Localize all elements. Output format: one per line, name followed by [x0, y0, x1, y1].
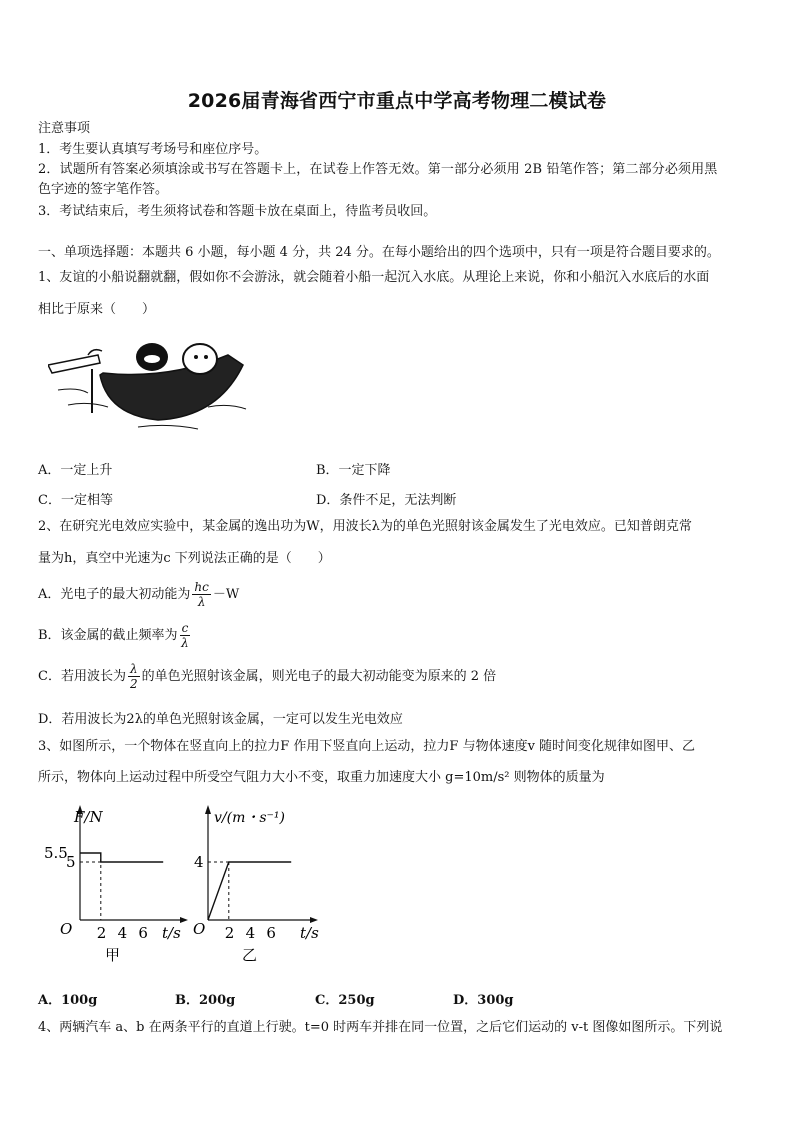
q3-stem-line1: 3、如图所示，一个物体在竖直向上的拉力F 作用下竖直向上运动，拉力F 与物体速度v 随时间变化规律如图甲、乙	[38, 739, 696, 754]
q1-stem-line1: 1、友谊的小船说翻就翻，假如你不会游泳，就会随着小船一起沉入水底。从理论上来说，你和小船沉入水底后的水面	[38, 270, 710, 285]
y-axis-label: v/(m・s⁻¹)	[214, 810, 286, 826]
fraction-denominator: λ	[181, 636, 189, 650]
fraction	[180, 621, 191, 650]
section-heading: 一、单项选择题：本题共 6 小题，每小题 4 分，共 24 分。在每小题给出的四个选项中，只有一项是符合题目要求的。	[38, 245, 720, 260]
boat-illustration	[48, 335, 248, 435]
x-axis-label: t/s	[162, 924, 181, 942]
fraction-denominator: λ	[197, 595, 206, 609]
chart-f-t	[40, 800, 200, 970]
q2-option-a-text: A．光电子的最大初动能为	[38, 587, 191, 602]
chart-caption: 乙	[242, 946, 258, 964]
x-axis-arrow	[180, 917, 188, 923]
q2-option-c-text: C．若用波长为	[38, 669, 126, 684]
series-line	[208, 862, 291, 920]
q2-stem-line1: 2、在研究光电效应实验中，某金属的逸出功为W，用波长λ为的单色光照射该金属发生了光电效应。已知普朗克常	[38, 519, 692, 534]
origin-label: O	[60, 920, 73, 938]
q2-stem-line2: 量为h，真空中光速为c 下列说法正确的是（ ）	[38, 551, 331, 566]
notice-item-1: 1．考生要认真填写考场号和座位序号。	[38, 142, 268, 157]
x-tick-label: 4	[117, 924, 128, 942]
x-tick-label: 2	[96, 924, 107, 942]
page-title: 2026届青海省西宁市重点中学高考物理二模试卷	[187, 90, 607, 112]
q2-option-c[interactable]	[38, 662, 496, 691]
q2-option-a[interactable]	[38, 580, 239, 609]
x-tick-label: 2	[224, 924, 235, 942]
x-axis-label: t/s	[300, 924, 319, 942]
q3-stem-line2: 所示，物体向上运动过程中所受空气阻力大小不变，取重力加速度大小 g=10m/s² 则物体的质量为	[38, 770, 605, 785]
fraction-numerator: λ	[129, 662, 138, 676]
q2-option-b-text: B．该金属的截止频率为	[38, 628, 178, 643]
q2-option-a-tail: －W	[212, 587, 240, 602]
notice-item-2: 2．试题所有答案必须填涂或书写在答题卡上，在试卷上作答无效。第一部分必须用 2B 铅笔作答；第二部分必须用黑	[38, 162, 718, 177]
q3-option-d[interactable]: D．300g	[453, 993, 514, 1008]
q2-option-c-tail: 的单色光照射该金属，则光电子的最大初动能变为原来的 2 倍	[141, 669, 497, 684]
y-axis-label: F/N	[74, 808, 103, 826]
y-tick-label: 4	[194, 853, 204, 871]
series-line	[80, 853, 163, 862]
fraction-denominator: 2	[129, 677, 138, 691]
q3-option-a[interactable]: A．100g	[38, 993, 98, 1008]
y-tick-label: 5.5	[44, 844, 68, 862]
chart-caption: 甲	[105, 946, 121, 964]
fraction-numerator: hc	[194, 580, 209, 594]
fraction-numerator: c	[181, 621, 189, 635]
q2-option-b[interactable]	[38, 621, 192, 650]
q2-option-d[interactable]: D．若用波长为2λ的单色光照射该金属，一定可以发生光电效应	[38, 712, 403, 727]
x-axis-arrow	[310, 917, 318, 923]
q1-option-b[interactable]: B．一定下降	[316, 463, 391, 478]
q3-option-c[interactable]: C．250g	[315, 993, 375, 1008]
notice-heading: 注意事项	[38, 121, 91, 136]
notice-item-3: 3．考试结束后，考生须将试卷和答题卡放在桌面上，待监考员收回。	[38, 204, 437, 219]
notice-item-2-cont: 色字迹的签字笔作答。	[38, 182, 169, 197]
q1-stem-line2: 相比于原来（ ）	[38, 302, 156, 317]
x-tick-label: 4	[245, 924, 256, 942]
q4-stem-line1: 4、两辆汽车 a、b 在两条平行的直道上行驶。t=0 时两车并排在同一位置，之后它们运动的 v-t 图像如图所示。下列说	[38, 1020, 723, 1035]
fraction	[128, 662, 140, 691]
x-tick-label: 6	[266, 924, 276, 942]
x-tick-label: 6	[138, 924, 148, 942]
fraction	[192, 580, 210, 609]
chart-v-t	[190, 800, 340, 970]
q1-option-d[interactable]: D．条件不足，无法判断	[316, 493, 457, 508]
q1-option-a[interactable]: A．一定上升	[38, 463, 113, 478]
q3-option-b[interactable]: B．200g	[175, 993, 236, 1008]
origin-label: O	[193, 920, 206, 938]
q1-option-c[interactable]: C．一定相等	[38, 493, 113, 508]
y-axis-arrow	[205, 805, 211, 814]
y-tick-label: 5	[66, 853, 76, 871]
